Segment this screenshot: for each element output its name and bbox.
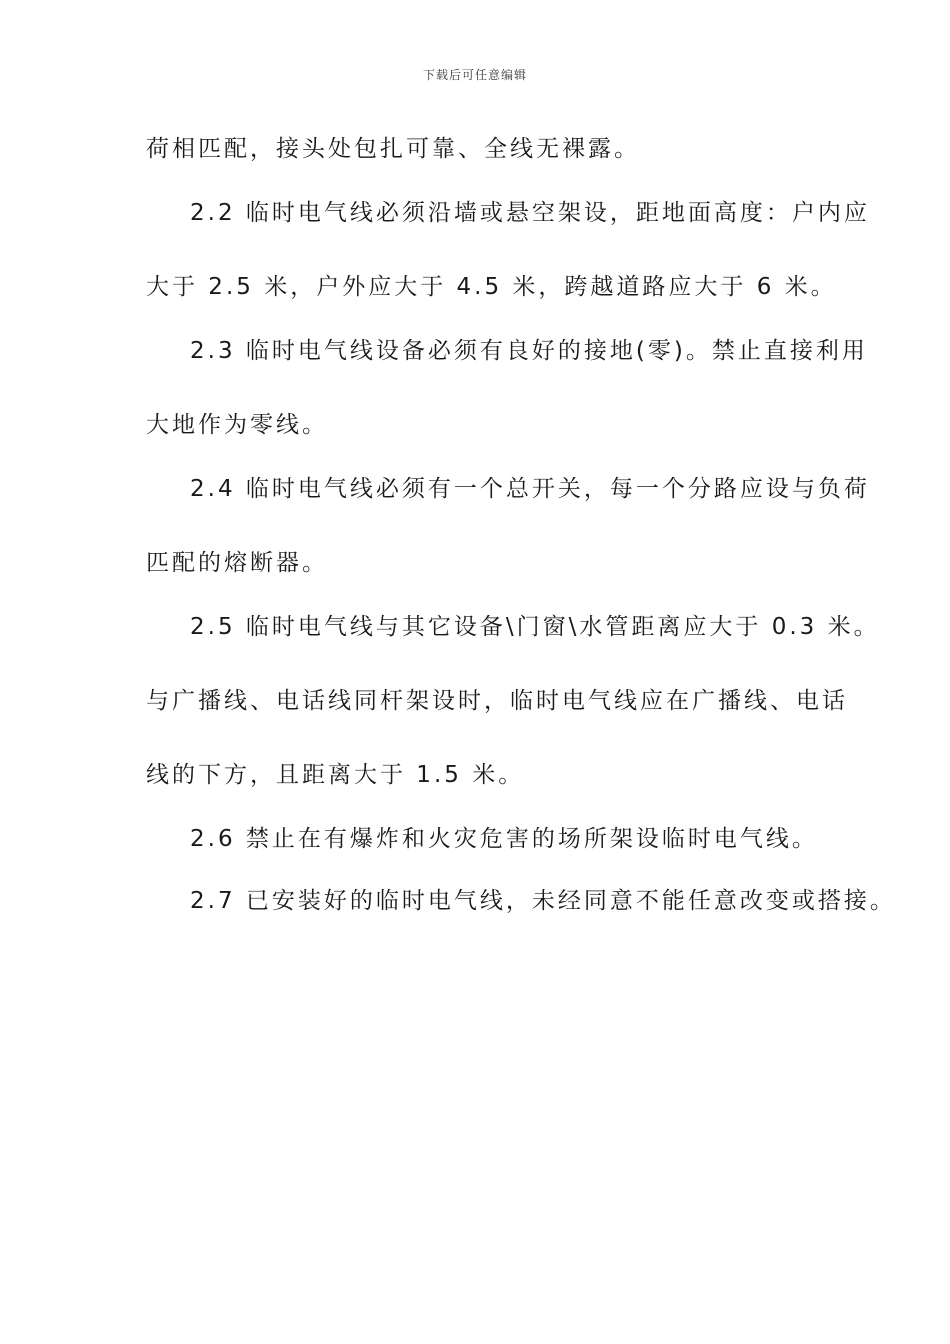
body-line-12: 2.7 已安装好的临时电气线，未经同意不能任意改变或搭接。 bbox=[190, 888, 896, 914]
body-line-1: 荷相匹配，接头处包扎可靠、全线无裸露。 bbox=[146, 136, 640, 162]
body-line-3: 大于 2.5 米，户外应大于 4.5 米，跨越道路应大于 6 米。 bbox=[146, 274, 837, 300]
body-line-6: 2.4 临时电气线必须有一个总开关，每一个分路应设与负荷 bbox=[190, 476, 870, 502]
page-header: 下载后可任意编辑 bbox=[422, 68, 527, 82]
body-line-9: 与广播线、电话线同杆架设时，临时电气线应在广播线、电话 bbox=[146, 688, 848, 714]
body-line-8: 2.5 临时电气线与其它设备\门窗\水管距离应大于 0.3 米。 bbox=[190, 614, 880, 640]
body-line-11: 2.6 禁止在有爆炸和火灾危害的场所架设临时电气线。 bbox=[190, 826, 818, 852]
body-line-4: 2.3 临时电气线设备必须有良好的接地(零)。禁止直接利用 bbox=[190, 338, 868, 364]
body-line-2: 2.2 临时电气线必须沿墙或悬空架设，距地面高度：户内应 bbox=[190, 200, 870, 226]
body-line-7: 匹配的熔断器。 bbox=[146, 550, 328, 576]
body-line-10: 线的下方，且距离大于 1.5 米。 bbox=[146, 762, 525, 788]
body-line-5: 大地作为零线。 bbox=[146, 412, 328, 438]
